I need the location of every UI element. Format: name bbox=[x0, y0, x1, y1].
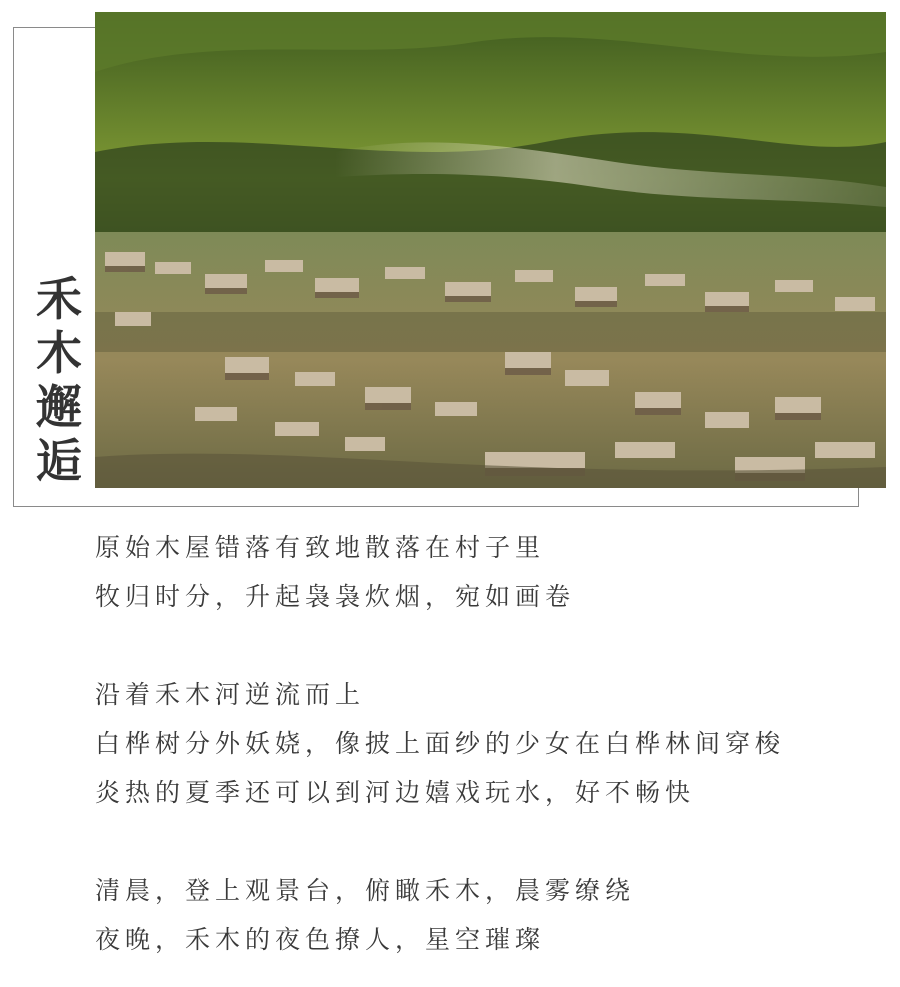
text-line: 沿着禾木河逆流而上 bbox=[95, 680, 366, 709]
title-char: 木 bbox=[36, 326, 82, 380]
title-char: 逅 bbox=[36, 434, 82, 488]
text-line: 清晨，登上观景台，俯瞰禾木，晨雾缭绕 bbox=[95, 876, 636, 905]
paragraph-3 bbox=[95, 866, 885, 964]
text-line: 炎热的夏季还可以到河边嬉戏玩水，好不畅快 bbox=[95, 778, 696, 807]
title-char: 邂 bbox=[36, 380, 82, 434]
paragraph-1 bbox=[95, 523, 885, 621]
paragraph-gap bbox=[95, 621, 885, 670]
vertical-title bbox=[28, 272, 90, 488]
paragraph-2 bbox=[95, 670, 885, 817]
text-line: 原始木屋错落有致地散落在村子里 bbox=[95, 533, 546, 562]
paragraph-gap bbox=[95, 817, 885, 866]
village-landscape-photo bbox=[95, 12, 886, 488]
title-char: 禾 bbox=[36, 272, 82, 326]
village-photo-illustration bbox=[95, 12, 886, 488]
text-line: 白桦树分外妖娆，像披上面纱的少女在白桦林间穿梭 bbox=[95, 729, 786, 758]
text-line: 夜晚，禾木的夜色撩人，星空璀璨 bbox=[95, 925, 546, 954]
text-line: 牧归时分，升起袅袅炊烟，宛如画卷 bbox=[95, 582, 576, 611]
article-body bbox=[95, 523, 885, 964]
